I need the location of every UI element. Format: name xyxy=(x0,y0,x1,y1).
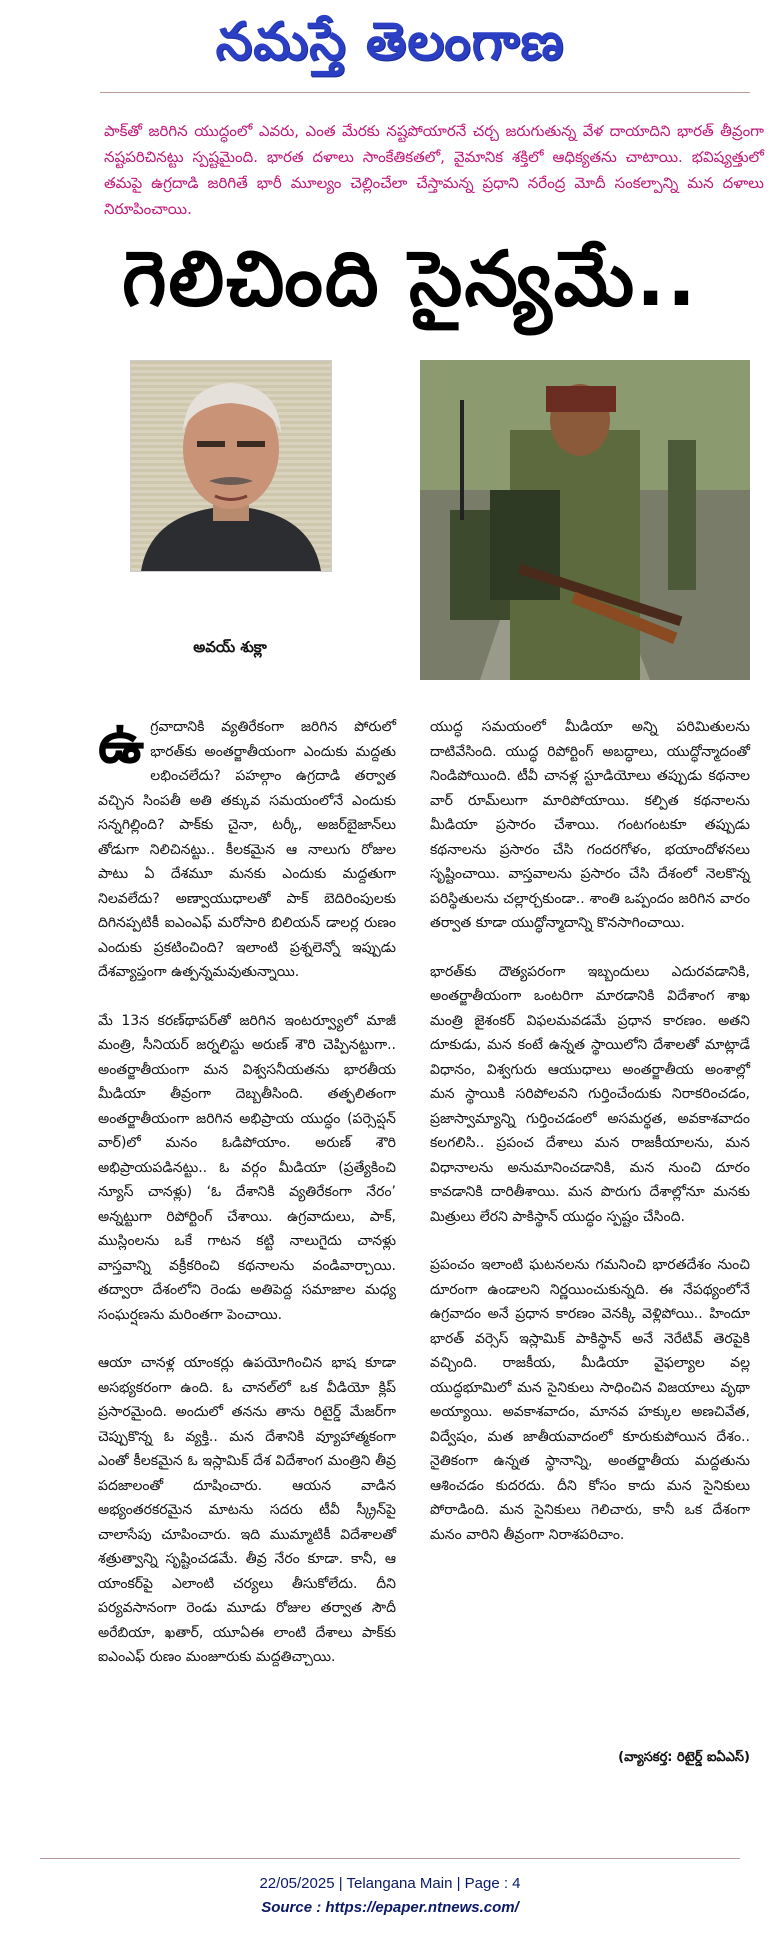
article-column-left xyxy=(98,708,396,1694)
author-note: (వ్యాసకర్త: రిటైర్డ్ ఐఏఎస్) xyxy=(618,1750,750,1765)
article-paragraph: భారత్‌కు దౌత్యపరంగా ఇబ్బందులు ఎదురవడానికి, అంతర్జాతీయంగా ఒంటరిగా మారడానికి విదేశాంగ శాఖ మంత్రి జైశంకర్ విఫలమవడమే ప్రధాన కారణం. అతని దూకుడు, మన కంటే ఉన్నత స్థాయిలోని దేశాలతో మాట్లాడే విధానం, విశ్వగురు ఆయుధాలు అంతర్జాతీయ అంశాల్లో మన స్థాయికి సరిపోలవని గుర్తించేందుకు నిరాకరించడం, ప్రజాస్వామ్యాన్ని గుర్తించడంలో అసమర్థత, అవకాశవాదం కలగలిసి.. ప్రపంచ దేశాలు మన రాజకీయాలను, మన విధానాలను అనుమానించడానికి, మన నుంచి దూరం కావడానికి దారితీశాయి. మన పొరుగు దేశాల్లోనూ మనకు మిత్రులు లేరని పాకిస్థాన్ యుద్ధం స్పష్టం చేసింది. xyxy=(430,963,750,1225)
masthead: నమస్తే తెలంగాణ xyxy=(215,12,565,72)
footer-source-link[interactable]: Source : https://epaper.ntnews.com/ xyxy=(261,1899,519,1916)
article-paragraph: యుద్ధ సమయంలో మీడియా అన్ని పరిమితులను దాటివేసింది. యుద్ధ రిపోర్టింగ్ అబద్ధాలు, యుద్ధోన్మాదంతో నిండిపోయింది. టీవీ చానళ్ల స్టూడియోలు తప్పుడు కథనాల వార్ రూమ్‌లుగా మారిపోయాయి. కల్పిత కథనాలను మీడియా ప్రసారం చేశాయి. గంటగంటకూ తప్పుడు కథనాలను ప్రసారం చేసి గందరగోళం, భయాందోళనలు సృష్టించాయి. వాస్తవాలను ప్రసారం చేసి దేశంలో నెలకొన్న పరిస్థితులను చల్లార్చకుండా.. శాంతి ఒప్పందం జరిగిన వారం తర్వాత కూడా యుద్ధోన్మాదాన్ని కొనసాగించాయి. xyxy=(430,719,750,931)
author-name: అవయ్ శుక్లా xyxy=(193,638,267,656)
article-column-right xyxy=(430,715,750,1571)
drop-cap: ఉ xyxy=(98,708,145,776)
masthead-divider xyxy=(100,92,750,93)
author-photo xyxy=(130,360,332,572)
article-paragraph: ఆయా చానళ్ల యాంకర్లు ఉపయోగించిన భాష కూడా అసభ్యకరంగా ఉంది. ఓ చానల్‌లో ఒక వీడియో క్లిప్ ప్రసారమైంది. అందులో తనను తాను రిటైర్డ్ మేజర్‌గా చెప్పుకొన్న ఓ వ్యక్తి.. మన దేశానికి వ్యూహాత్మకంగా ఎంతో కీలకమైన ఓ ఇస్లామిక్ దేశ విదేశాంగ మంత్రిని తీవ్ర పదజాలంతో దూషించారు. ఆయన వాడిన అభ్యంతరకరమైన మాటను సదరు టీవీ స్క్రీన్‌పై చాలాసేపు చూపించారు. ఇది ముమ్మాటికీ విదేశాలతో శత్రుత్వాన్ని సృష్టించడమే. తీవ్ర నేరం కూడా. కానీ, ఆ యాంకర్‌పై ఎలాంటి చర్యలు తీసుకోలేదు. దీని పర్యవసానంగా రెండు మూడు రోజుల తర్వాత సౌదీ అరేబియా, ఖతార్, యూఏఈ లాంటి దేశాలు పాక్‌కు ఐఎంఎఫ్ రుణం మంజూరుకు మద్దతిచ్చాయి. xyxy=(98,1355,396,1665)
article-paragraph: మే 13న కరణ్‌థాపర్‌తో జరిగిన ఇంటర్వ్యూలో మాజీ మంత్రి, సీనియర్ జర్నలిస్టు అరుణ్ శౌరి చెప్పినట్టుగా.. అంతర్జాతీయంగా మన విశ్వసనీయతను భారతీయ మీడియా తీవ్రంగా దెబ్బతీసింది. తత్ఫలితంగా అంతర్జాతీయంగా జరిగిన అభిప్రాయ యుద్ధం (పర్సెప్షన్ వార్)లో మనం ఓడిపోయాం. అరుణ్ శౌరి అభిప్రాయపడినట్టు.. ఓ వర్గం మీడియా (ప్రత్యేకించి న్యూస్ చానళ్లు) ‘ఓ దేశానికి వ్యతిరేకంగా నేరం’ అన్నట్టుగా రిపోర్టింగ్ చేశాయి. ఉగ్రవాదులు, పాక్, ముస్లింలను ఒకే గాటన కట్టి నాలుగైదు చానళ్లు వాస్తవాన్ని వక్రీకరించి కథనాలను వండివార్చాయి. తద్వారా దేశంలోని రెండు అతిపెద్ద సమాజాల మధ్య సంఘర్షణను మరింతగా పెంచాయి. xyxy=(98,1012,396,1323)
soldier-image xyxy=(420,360,750,680)
article-deck: పాక్‌తో జరిగిన యుద్ధంలో ఎవరు, ఎంత మేరకు నష్టపోయారనే చర్చ జరుగుతున్న వేళ దాయాదిని భారత్ తీవ్రంగా నష్టపరిచినట్టు స్పష్టమైంది. భారత దళాలు సాంకేతికతలో, వైమానిక శక్తిలో ఆధిక్యతను చాటాయి. భవిష్యత్తులో తమపై ఉగ్రదాడి జరిగితే భారీ మూల్యం చెల్లించేలా చేస్తామన్న ప్రధాని నరేంద్ర మోదీ సంకల్పాన్ని మన దళాలు నిరూపించాయి. xyxy=(104,122,764,218)
author-portrait-image xyxy=(131,361,331,571)
article-paragraph: ప్రపంచం ఇలాంటి ఘటనలను గమనించి భారతదేశం నుంచి దూరంగా ఉండాలని నిర్ణయించుకున్నది. ఈ నేపథ్యంలోనే ఉగ్రవాదం అనే ప్రధాన కారణం వెనక్కి వెళ్లిపోయి.. హిందూ భారత్ వర్సెస్ ఇస్లామిక్ పాకిస్థాన్ అనే నెరేటివ్ తెరపైకి వచ్చింది. రాజకీయ, మీడియా వైఫల్యాల వల్ల యుద్ధభూమిలో మన సైనికులు సాధించిన విజయాలు వృథా అయ్యాయి. అవకాశవాదం, మానవ హక్కుల అణచివేత, విద్వేషం, మత జాతీయవాదంలో కూరుకుపోయిన దేశం.. నైతికంగా ఉన్నత స్థానాన్ని, అంతర్జాతీయ మద్దతును ఆశించడం కుదరదు. దీని కోసం కాదు మన సైనికులు పోరాడింది. మన సైనికులు గెలిచారు, కానీ ఒక దేశంగా మనం వారిని తీవ్రంగా నిరాశపరిచాం. xyxy=(430,1257,750,1543)
soldier-photo xyxy=(420,360,750,680)
footer-divider xyxy=(40,1858,740,1859)
article-paragraph xyxy=(98,708,396,985)
headline: గెలిచింది సైన్యమే.. xyxy=(122,234,698,323)
paragraph-text: గ్రవాదానికి వ్యతిరేకంగా జరిగిన పోరులో భారత్‌కు అంతర్జాతీయంగా ఎందుకు మద్దతు లభించలేదు? పహల్గాం ఉగ్రదాడి తర్వాత వచ్చిన సింపతీ అతి తక్కువ సమయంలోనే ఎందుకు సన్నగిల్లింది? పాక్‌కు చైనా, టర్కీ, అజర్‌బైజాన్‌లు తోడుగా నిలిచినట్టు.. కీలకమైన ఆ నాలుగు రోజుల పాటు ఏ దేశమూ మనకు ఎందుకు మద్దతుగా నిలవలేదు? అణ్వాయుధాలతో పాక్ బెదిరింపులకు దిగినప్పటికీ ఐఎంఎఫ్ మరోసారి బిలియన్ డాలర్ల రుణం ఎందుకు ప్రకటించింది? ఇలాంటి ప్రశ్నలెన్నో ఇప్పుడు దేశవ్యాప్తంగా ఉత్పన్నమవుతున్నాయి. xyxy=(98,719,396,980)
footer xyxy=(0,1872,780,1920)
footer-date-line: 22/05/2025 | Telangana Main | Page : 4 xyxy=(259,1875,521,1892)
